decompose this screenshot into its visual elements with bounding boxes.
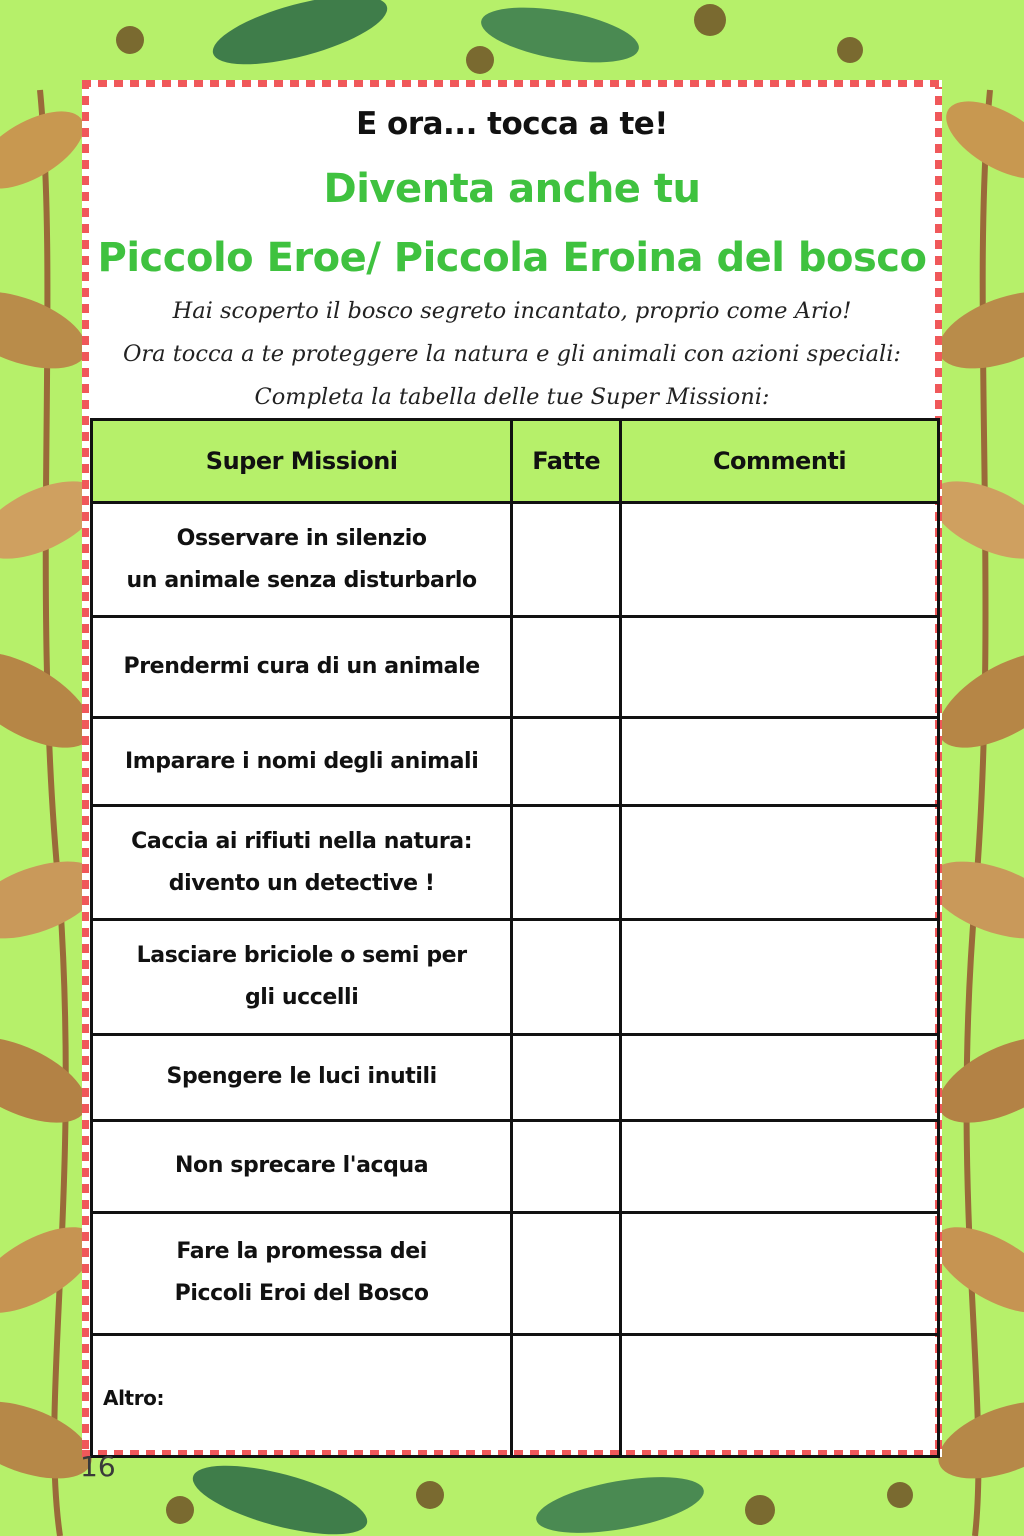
subtitle-line-2: Piccolo Eroe/ Piccola Eroina del bosco (97, 235, 927, 281)
comment-cell[interactable] (621, 1120, 939, 1212)
mission-cell (92, 1034, 512, 1120)
bottom-oak-leaves-icon (166, 1452, 913, 1536)
mission-cell (92, 503, 512, 617)
done-cell[interactable] (512, 1212, 621, 1334)
mission-text: gli uccelli (244, 984, 359, 1010)
table-row (92, 503, 939, 617)
comment-cell[interactable] (621, 617, 939, 718)
mission-text: un animale senza disturbarlo (126, 567, 477, 593)
column-header-missions: Super Missioni (92, 420, 512, 503)
table-row (92, 718, 939, 806)
page-title: E ora... tocca a te! (356, 106, 668, 142)
comment-cell[interactable] (621, 1034, 939, 1120)
table-row (92, 1120, 939, 1212)
missions-table (90, 418, 940, 1458)
done-cell[interactable] (512, 806, 621, 920)
table-row (92, 617, 939, 718)
mission-text: Piccoli Eroi del Bosco (174, 1281, 429, 1307)
mission-text: Caccia ai rifiuti nella natura: (131, 829, 473, 855)
mission-text: Prendermi cura di un animale (123, 654, 480, 680)
comment-cell[interactable] (621, 1212, 939, 1334)
column-header-comments: Commenti (621, 420, 939, 503)
other-label: Altro: (103, 1386, 165, 1410)
mission-cell (92, 617, 512, 718)
mission-text: Fare la promessa dei (176, 1239, 427, 1265)
intro-line-1: Hai scoperto il bosco segreto incantato, proprio come Ario! (172, 298, 852, 324)
mission-cell (92, 718, 512, 806)
comment-cell[interactable] (621, 920, 939, 1034)
comment-cell[interactable] (621, 718, 939, 806)
done-cell[interactable] (512, 920, 621, 1034)
comment-cell[interactable] (621, 503, 939, 617)
done-cell[interactable] (512, 718, 621, 806)
table-row (92, 920, 939, 1034)
table-row (92, 1034, 939, 1120)
intro-line-3: Completa la tabella delle tue Super Missioni: (254, 384, 770, 410)
column-header-done: Fatte (512, 420, 621, 503)
done-cell[interactable] (512, 503, 621, 617)
mission-cell (92, 920, 512, 1034)
table-header-row (92, 420, 939, 503)
page-number: 16 (80, 1450, 116, 1483)
done-cell[interactable] (512, 617, 621, 718)
mission-text: Imparare i nomi degli animali (124, 748, 479, 774)
mission-cell (92, 1212, 512, 1334)
mission-text: Non sprecare l'acqua (175, 1153, 429, 1179)
mission-cell (92, 806, 512, 920)
intro-line-2: Ora tocca a te proteggere la natura e gli animali con azioni speciali: (122, 341, 902, 367)
done-cell[interactable] (512, 1334, 621, 1456)
table-row (92, 1212, 939, 1334)
subtitle-line-1: Diventa anche tu (323, 166, 701, 212)
mission-text: divento un detective ! (168, 870, 435, 896)
comment-cell[interactable] (621, 1334, 939, 1456)
mission-text: Spengere le luci inutili (166, 1064, 437, 1090)
mission-text: Lasciare briciole o semi per (136, 943, 467, 969)
mission-text: Osservare in silenzio (176, 525, 427, 551)
table-row (92, 806, 939, 920)
table-row-other (92, 1334, 939, 1456)
comment-cell[interactable] (621, 806, 939, 920)
other-cell[interactable] (92, 1334, 512, 1456)
top-oak-leaves-icon (116, 0, 863, 78)
done-cell[interactable] (512, 1034, 621, 1120)
done-cell[interactable] (512, 1120, 621, 1212)
mission-cell (92, 1120, 512, 1212)
